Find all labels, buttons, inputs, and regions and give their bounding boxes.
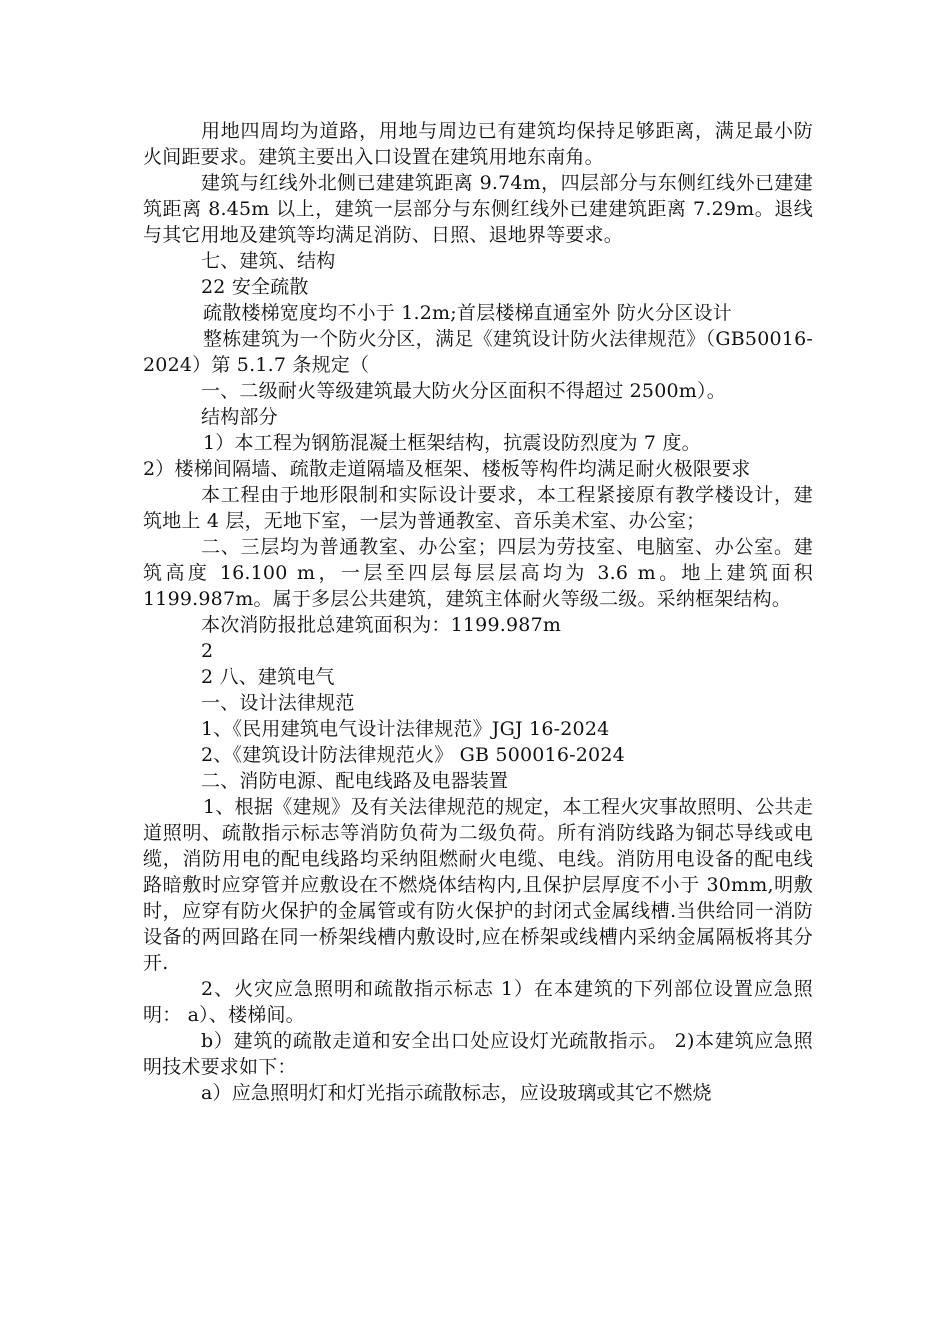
section-heading-architecture-structure: 七、建筑、结构	[201, 250, 336, 272]
paragraph-evacuation-stairs: 疏散楼梯宽度均不小于 1.2m;首层楼梯直通室外 防火分区设计	[203, 302, 732, 324]
paragraph-fire-resistance: 2）楼梯间隔墙、疏散走道隔墙及框架、楼板等构件均满足耐火极限要求	[143, 458, 751, 480]
paragraph-compartment-area: 一、二级耐火等级建筑最大防火分区面积不得超过 2500m）。	[201, 380, 726, 402]
subheading-design-codes: 一、设计法律规范	[201, 692, 355, 714]
paragraph-lighting-requirements: a）应急照明灯和灯光指示疏散标志，应设玻璃或其它不燃烧	[201, 1082, 712, 1104]
section-heading-electrical: 2 八、建筑电气	[201, 666, 335, 688]
paragraph-emergency-lighting: 2、火灾应急照明和疏散指示标志 1）在本建筑的下列部位设置应急照明： a）、楼梯间。	[143, 978, 813, 1026]
paragraph-total-area: 本次消防报批总建筑面积为：1199.987m	[201, 614, 562, 636]
paragraph-fire-power-details: 1、根据《建规》及有关法律规范的规定，本工程火灾事故照明、公共走道照明、疏散指示标志等消防负荷为二级负荷。所有消防线路为铜芯导线或电缆，消防用电的配电线路均采纳阻燃耐火电缆、电线。消防用电设备的配电线路暗敷时应穿管并应敷设在不燃烧体结构内,且保护层厚度不小于 30mm,明敷时，应穿有防火保护的金属管或有防火保护的封闭式金属线槽.当供给同一消防设备的两回路在同一桥架线槽内敷设时,应在桥架或线槽内采纳金属隔板将其分开.	[143, 796, 813, 974]
subheading-safe-evacuation: 22 安全疏散	[201, 276, 309, 298]
document-body	[143, 118, 813, 1106]
paragraph-floor-usage: 二、三层均为普通教室、办公室；四层为劳技室、电脑室、办公室。建筑高度 16.100 m，一层至四层每层层高均为 3.6 m。地上建筑面积 1199.987m。属于多层公共建筑，建筑主体耐火等级二级。采纳框架结构。	[143, 536, 813, 610]
paragraph-superscript-2: 2	[201, 640, 214, 662]
paragraph-frame-structure: 1）本工程为钢筋混凝土框架结构，抗震设防烈度为 7 度。	[203, 432, 701, 454]
subheading-fire-power: 二、消防电源、配电线路及电器装置	[201, 770, 509, 792]
paragraph-fire-compartment: 整栋建筑为一个防火分区，满足《建筑设计防火法律规范》（GB50016-2024）第 5.1.7 条规定（	[143, 328, 813, 376]
paragraph-code-gb: 2、《建筑设计防法律规范火》 GB 500016-2024	[201, 744, 625, 766]
paragraph-building-distances: 建筑与红线外北侧已建建筑距离 9.74m，四层部分与东侧红线外已建建筑距离 8.45m 以上，建筑一层部分与东侧红线外已建建筑距离 7.29m。退线与其它用地及建筑等均满足消防、日照、退地界等要求。	[143, 172, 813, 246]
subheading-structure: 结构部分	[201, 406, 278, 428]
paragraph-evacuation-indicators: b）建筑的疏散走道和安全出口处应设灯光疏散指示。 2)本建筑应急照明技术要求如下：	[143, 1030, 813, 1078]
paragraph-project-overview: 本工程由于地形限制和实际设计要求，本工程紧接原有教学楼设计，建筑地上 4 层，无地下室，一层为普通教室、音乐美术室、办公室；	[143, 484, 813, 532]
paragraph-site-roads: 用地四周均为道路，用地与周边已有建筑均保持足够距离，满足最小防火间距要求。建筑主要出入口设置在建筑用地东南角。	[143, 120, 813, 168]
paragraph-code-jgj: 1、《民用建筑电气设计法律规范》JGJ 16-2024	[201, 718, 610, 740]
